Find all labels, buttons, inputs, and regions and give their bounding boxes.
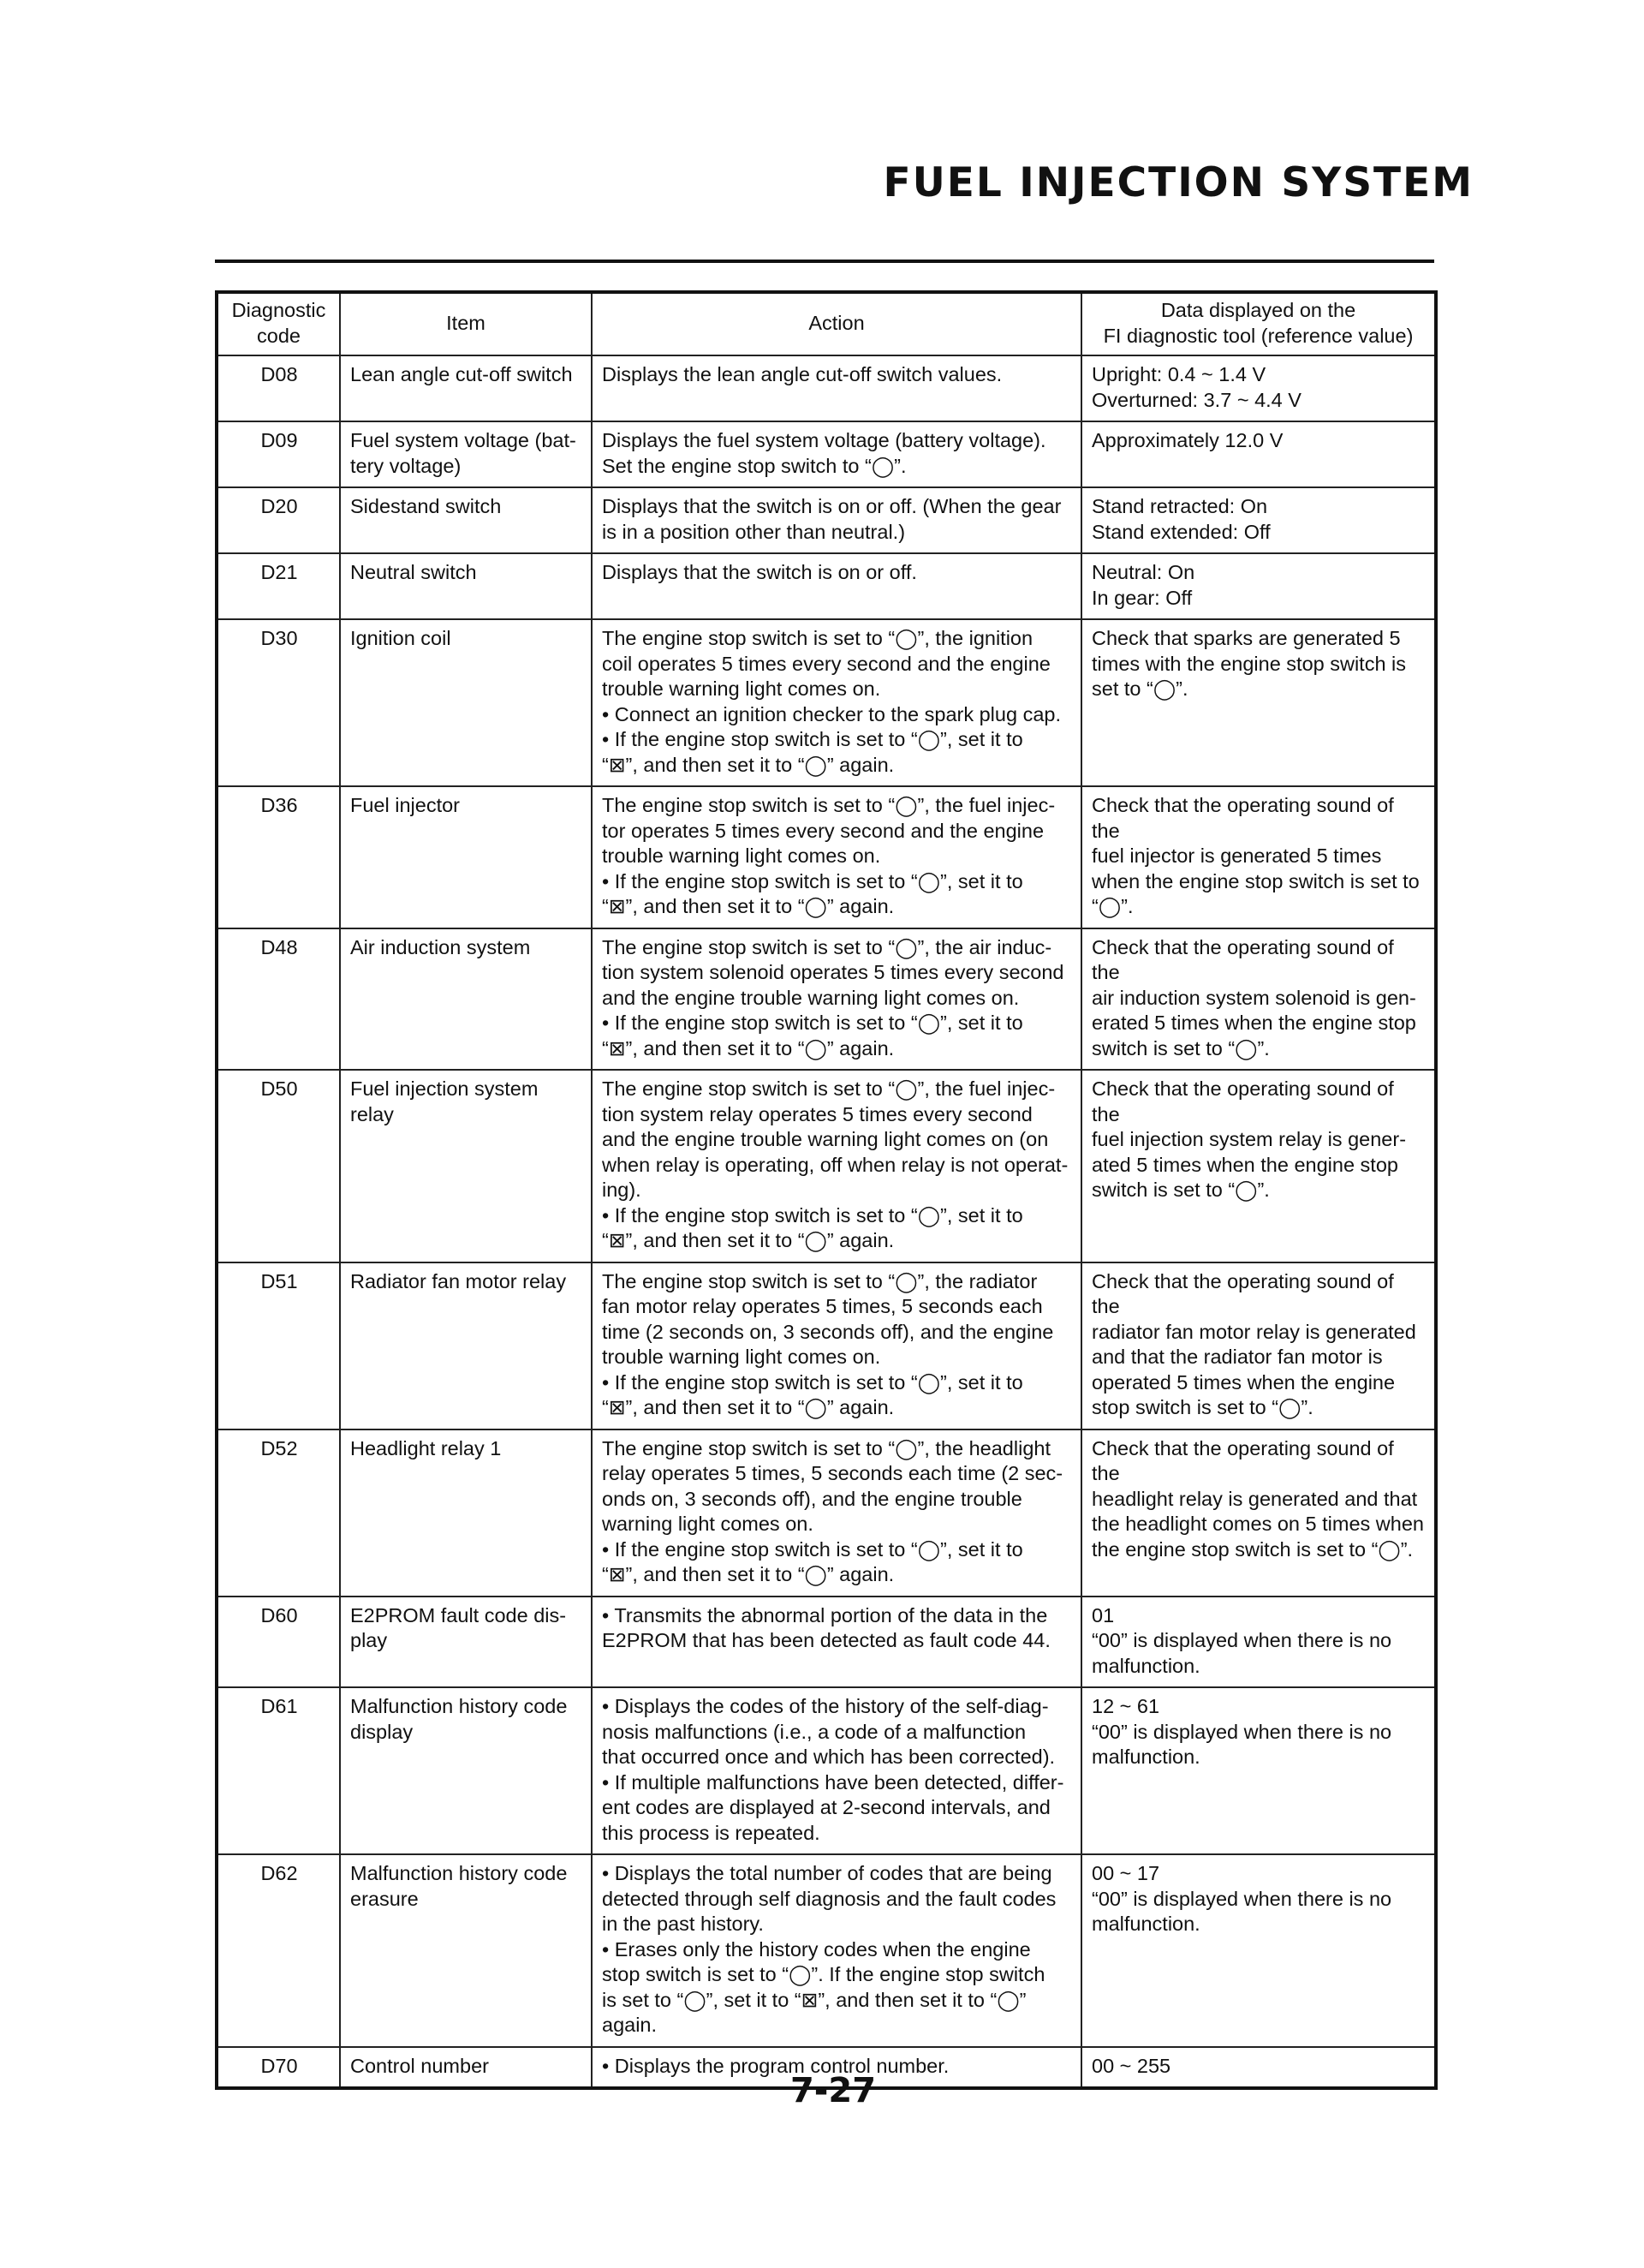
data-line: operated 5 times when the engine xyxy=(1092,1370,1396,1394)
col-header-item: Item xyxy=(340,292,592,355)
data-line: Check that the operating sound of the xyxy=(1092,1436,1394,1484)
data-line: 00 ~ 255 xyxy=(1092,2054,1171,2077)
action-line: trouble warning light comes on. xyxy=(602,677,881,700)
action-bullet-line: • If the engine stop switch is set to “◯”, set it to xyxy=(602,869,1023,892)
action-cell xyxy=(592,1687,1081,1854)
item-cell xyxy=(340,421,592,487)
action-bullet xyxy=(602,1937,1072,2038)
diagnostic-code: D60 xyxy=(217,1597,340,1688)
action-cell xyxy=(592,421,1081,487)
action-bullet-line: in the past history. xyxy=(602,1913,764,1935)
action-line: is in a position other than neutral.) xyxy=(602,520,906,543)
data-cell xyxy=(1081,928,1436,1071)
item-line: Radiator fan motor relay xyxy=(350,1269,567,1292)
action-bullet-line: • Transmits the abnormal portion of the data in the xyxy=(602,1603,1048,1626)
action-cell xyxy=(592,1597,1081,1688)
action-line: The engine stop switch is set to “◯”, the air induc- xyxy=(602,935,1052,958)
data-line: In gear: Off xyxy=(1092,586,1193,609)
data-cell xyxy=(1081,1687,1436,1854)
action-bullet-line: • Displays the program control number. xyxy=(602,2054,950,2077)
data-line: fuel injection system relay is gener- xyxy=(1092,1128,1407,1150)
item-line: relay xyxy=(350,1102,394,1125)
action-bullet-line: stop switch is set to “◯”. If the engine stop switch xyxy=(602,1963,1045,1985)
diagnostic-code: D62 xyxy=(217,1854,340,2047)
action-line: Displays that the switch is on or off. xyxy=(602,561,917,583)
action-line: coil operates 5 times every second and the engine xyxy=(602,652,1051,675)
item-line: Control number xyxy=(350,2054,489,2077)
data-line: malfunction. xyxy=(1092,1913,1200,1935)
action-line: The engine stop switch is set to “◯”, the radiator xyxy=(602,1269,1038,1292)
action-bullet-line: detected through self diagnosis and the fault codes xyxy=(602,1887,1057,1910)
item-line: Headlight relay 1 xyxy=(350,1436,502,1459)
data-line: erated 5 times when the engine stop xyxy=(1092,1012,1416,1034)
data-cell xyxy=(1081,355,1436,421)
diagnostic-code: D30 xyxy=(217,619,340,786)
item-cell xyxy=(340,1687,592,1854)
col-header-action: Action xyxy=(592,292,1081,355)
action-line: ing). xyxy=(602,1179,641,1201)
diagnostic-code: D36 xyxy=(217,786,340,928)
action-bullet xyxy=(602,1370,1072,1421)
data-line: the engine stop switch is set to “◯”. xyxy=(1092,1537,1414,1561)
data-cell xyxy=(1081,1429,1436,1597)
diagnostic-code: D51 xyxy=(217,1262,340,1429)
table-row xyxy=(217,1262,1436,1429)
action-bullet xyxy=(602,1537,1072,1588)
data-line: stop switch is set to “◯”. xyxy=(1092,1396,1313,1418)
action-line: and the engine trouble warning light comes on (on xyxy=(602,1128,1049,1150)
action-cell xyxy=(592,487,1081,553)
item-cell xyxy=(340,619,592,786)
item-cell xyxy=(340,1070,592,1262)
col-header-code-line: Diagnostic xyxy=(231,299,326,321)
action-bullet-line: nosis malfunctions (i.e., a code of a malfunction xyxy=(602,1720,1027,1743)
data-line: Stand retracted: On xyxy=(1092,495,1268,517)
item-line: Sidestand switch xyxy=(350,495,502,517)
table-row xyxy=(217,1070,1436,1262)
data-line: switch is set to “◯”. xyxy=(1092,1179,1270,1201)
item-line: Fuel injector xyxy=(350,794,460,816)
action-line: The engine stop switch is set to “◯”, the ignition xyxy=(602,627,1033,649)
action-line: trouble warning light comes on. xyxy=(602,845,881,867)
action-bullet xyxy=(602,727,1072,778)
data-cell xyxy=(1081,619,1436,786)
action-bullet xyxy=(602,869,1072,920)
item-line: play xyxy=(350,1629,388,1651)
action-cell xyxy=(592,355,1081,421)
item-cell xyxy=(340,1262,592,1429)
data-line: Check that the operating sound of the xyxy=(1092,1269,1394,1317)
action-cell xyxy=(592,928,1081,1071)
action-bullet xyxy=(602,1203,1072,1254)
data-line: when the engine stop switch is set to xyxy=(1092,869,1420,892)
data-line: Approximately 12.0 V xyxy=(1092,429,1284,451)
table-row xyxy=(217,421,1436,487)
data-line: malfunction. xyxy=(1092,1746,1200,1768)
action-line: warning light comes on. xyxy=(602,1513,813,1535)
table-body xyxy=(217,355,1436,2088)
data-line: fuel injector is generated 5 times xyxy=(1092,845,1382,867)
table-row xyxy=(217,619,1436,786)
action-bullet xyxy=(602,1603,1072,1654)
action-bullet-line: “⊠”, and then set it to “◯” again. xyxy=(602,1036,895,1059)
page-title: FUEL INJECTION SYSTEM xyxy=(883,159,1474,206)
data-cell xyxy=(1081,1854,1436,2047)
item-line: Fuel system voltage (bat- xyxy=(350,429,576,451)
data-line: 12 ~ 61 xyxy=(1092,1695,1160,1717)
data-line: 00 ~ 17 xyxy=(1092,1862,1160,1884)
action-bullet-line: is set to “◯”, set it to “⊠”, and then set it to “◯” xyxy=(602,1988,1027,2011)
action-bullet-line: “⊠”, and then set it to “◯” again. xyxy=(602,1229,895,1251)
action-bullet-line: • Erases only the history codes when the engine xyxy=(602,1937,1031,1961)
item-cell xyxy=(340,487,592,553)
item-cell xyxy=(340,1429,592,1597)
data-line: “◯”. xyxy=(1092,895,1134,917)
data-line: ated 5 times when the engine stop xyxy=(1092,1153,1398,1176)
action-cell xyxy=(592,1429,1081,1597)
col-header-data xyxy=(1081,292,1436,355)
item-line: Malfunction history code xyxy=(350,1862,568,1884)
item-line: display xyxy=(350,1720,414,1743)
action-bullet xyxy=(602,1770,1072,1847)
action-bullet-line: “⊠”, and then set it to “◯” again. xyxy=(602,753,895,776)
data-line: 01 xyxy=(1092,1603,1115,1626)
data-cell xyxy=(1081,1262,1436,1429)
action-bullet-line: • Displays the codes of the history of the self-diag- xyxy=(602,1695,1049,1717)
data-line: “00” is displayed when there is no xyxy=(1092,1887,1392,1910)
data-line: Check that sparks are generated 5 xyxy=(1092,627,1401,649)
action-bullet-line: • If multiple malfunctions have been detected, differ- xyxy=(602,1770,1064,1794)
data-line: radiator fan motor relay is generated xyxy=(1092,1320,1416,1343)
data-line: headlight relay is generated and that xyxy=(1092,1487,1418,1510)
action-cell xyxy=(592,1854,1081,2047)
action-line: The engine stop switch is set to “◯”, the fuel injec- xyxy=(602,794,1056,816)
action-line: onds on, 3 seconds off), and the engine trouble xyxy=(602,1487,1022,1510)
item-line: tery voltage) xyxy=(350,454,462,477)
col-header-data-line: Data displayed on the xyxy=(1160,299,1356,321)
data-line: Check that the operating sound of the xyxy=(1092,1077,1394,1125)
diagnostic-code: D50 xyxy=(217,1070,340,1262)
item-cell xyxy=(340,1854,592,2047)
diagnostic-code: D48 xyxy=(217,928,340,1071)
action-line: tion system relay operates 5 times every second xyxy=(602,1102,1033,1125)
data-cell xyxy=(1081,487,1436,553)
data-line: Check that the operating sound of the xyxy=(1092,935,1394,983)
item-cell xyxy=(340,355,592,421)
data-line: “00” is displayed when there is no xyxy=(1092,1629,1392,1651)
action-bullet-line: • If the engine stop switch is set to “◯”, set it to xyxy=(602,1012,1023,1034)
action-line: and the engine trouble warning light comes on. xyxy=(602,986,1020,1009)
item-line: Fuel injection system xyxy=(350,1077,539,1100)
table-row xyxy=(217,1854,1436,2047)
item-line: E2PROM fault code dis- xyxy=(350,1603,567,1626)
action-cell xyxy=(592,1070,1081,1262)
action-line: tion system solenoid operates 5 times every second xyxy=(602,961,1064,983)
data-line: set to “◯”. xyxy=(1092,677,1188,700)
data-cell xyxy=(1081,1597,1436,1688)
diagnostic-code: D52 xyxy=(217,1429,340,1597)
action-line: time (2 seconds on, 3 seconds off), and the engine xyxy=(602,1320,1054,1343)
action-line: Displays the fuel system voltage (battery voltage). xyxy=(602,429,1046,451)
table-header-row xyxy=(217,292,1436,355)
diagnostic-code: D08 xyxy=(217,355,340,421)
data-line: Overturned: 3.7 ~ 4.4 V xyxy=(1092,388,1302,411)
diagnostic-table xyxy=(215,290,1438,2090)
table-row xyxy=(217,1429,1436,1597)
data-line: Check that the operating sound of the xyxy=(1092,794,1394,842)
item-line: Air induction system xyxy=(350,935,531,958)
action-line: relay operates 5 times, 5 seconds each time (2 sec- xyxy=(602,1462,1063,1484)
item-line: Malfunction history code xyxy=(350,1695,568,1717)
page-number: 7-27 xyxy=(789,2071,877,2110)
action-bullet-line: • Displays the total number of codes that are being xyxy=(602,1862,1052,1884)
data-line: “00” is displayed when there is no xyxy=(1092,1720,1392,1743)
data-line: Stand extended: Off xyxy=(1092,520,1271,543)
item-line: erasure xyxy=(350,1887,419,1910)
action-line: when relay is operating, off when relay is not operat- xyxy=(602,1153,1069,1176)
table-row xyxy=(217,1687,1436,1854)
data-cell xyxy=(1081,421,1436,487)
action-bullet-line: • If the engine stop switch is set to “◯”, set it to xyxy=(602,1370,1023,1394)
action-line: fan motor relay operates 5 times, 5 seconds each xyxy=(602,1295,1043,1317)
item-cell xyxy=(340,553,592,619)
header-rule xyxy=(215,260,1434,263)
action-line: Displays that the switch is on or off. (When the gear xyxy=(602,495,1062,517)
table-row xyxy=(217,1597,1436,1688)
item-cell xyxy=(340,928,592,1071)
data-cell xyxy=(1081,553,1436,619)
action-bullet-line: that occurred once and which has been corrected). xyxy=(602,1746,1056,1768)
action-line: tor operates 5 times every second and the engine xyxy=(602,819,1045,842)
data-line: Upright: 0.4 ~ 1.4 V xyxy=(1092,363,1266,385)
action-bullet-line: ent codes are displayed at 2-second intervals, and xyxy=(602,1796,1051,1818)
table-row xyxy=(217,786,1436,928)
action-bullet-line: “⊠”, and then set it to “◯” again. xyxy=(602,1563,895,1585)
diagnostic-code: D61 xyxy=(217,1687,340,1854)
table-row xyxy=(217,355,1436,421)
action-bullet xyxy=(602,1861,1072,1937)
action-bullet-line: E2PROM that has been detected as fault code 44. xyxy=(602,1629,1051,1651)
action-line: Set the engine stop switch to “◯”. xyxy=(602,454,907,477)
action-bullet-line: again. xyxy=(602,2014,658,2036)
item-line: Ignition coil xyxy=(350,627,451,649)
item-line: Lean angle cut-off switch xyxy=(350,363,573,385)
item-cell xyxy=(340,786,592,928)
diagnostic-code: D70 xyxy=(217,2047,340,2089)
action-line: The engine stop switch is set to “◯”, the headlight xyxy=(602,1436,1051,1459)
data-line: and that the radiator fan motor is xyxy=(1092,1346,1383,1368)
action-cell xyxy=(592,553,1081,619)
action-bullet xyxy=(602,1694,1072,1770)
action-bullet xyxy=(602,702,1072,728)
data-line: times with the engine stop switch is xyxy=(1092,652,1407,675)
action-line: trouble warning light comes on. xyxy=(602,1346,881,1368)
data-cell xyxy=(1081,786,1436,928)
data-line: malfunction. xyxy=(1092,1654,1200,1677)
data-line: air induction system solenoid is gen- xyxy=(1092,986,1416,1009)
action-bullet-line: this process is repeated. xyxy=(602,1821,820,1844)
action-bullet-line: • Connect an ignition checker to the spark plug cap. xyxy=(602,702,1061,725)
data-line: Neutral: On xyxy=(1092,561,1195,583)
action-line: The engine stop switch is set to “◯”, the fuel injec- xyxy=(602,1077,1056,1100)
action-cell xyxy=(592,1262,1081,1429)
item-line: Neutral switch xyxy=(350,561,477,583)
action-bullet-line: • If the engine stop switch is set to “◯”, set it to xyxy=(602,1537,1023,1561)
diagnostic-code: D21 xyxy=(217,553,340,619)
action-bullet-line: • If the engine stop switch is set to “◯”, set it to xyxy=(602,728,1023,750)
action-cell xyxy=(592,786,1081,928)
action-bullet-line: “⊠”, and then set it to “◯” again. xyxy=(602,895,895,917)
col-header-code-line: code xyxy=(257,324,301,347)
data-line: the headlight comes on 5 times when xyxy=(1092,1513,1424,1535)
table-row xyxy=(217,553,1436,619)
action-bullet-line: • If the engine stop switch is set to “◯”, set it to xyxy=(602,1203,1023,1227)
item-cell xyxy=(340,1597,592,1688)
action-line: Displays the lean angle cut-off switch values. xyxy=(602,363,1003,385)
diagnostic-code: D20 xyxy=(217,487,340,553)
action-bullet xyxy=(602,1011,1072,1061)
data-cell xyxy=(1081,1070,1436,1262)
action-bullet-line: “⊠”, and then set it to “◯” again. xyxy=(602,1396,895,1418)
diagnostic-code: D09 xyxy=(217,421,340,487)
data-line: switch is set to “◯”. xyxy=(1092,1036,1270,1059)
col-header-code xyxy=(217,292,340,355)
col-header-data-line: FI diagnostic tool (reference value) xyxy=(1103,324,1414,347)
table-row xyxy=(217,487,1436,553)
table-row xyxy=(217,928,1436,1071)
action-cell xyxy=(592,619,1081,786)
